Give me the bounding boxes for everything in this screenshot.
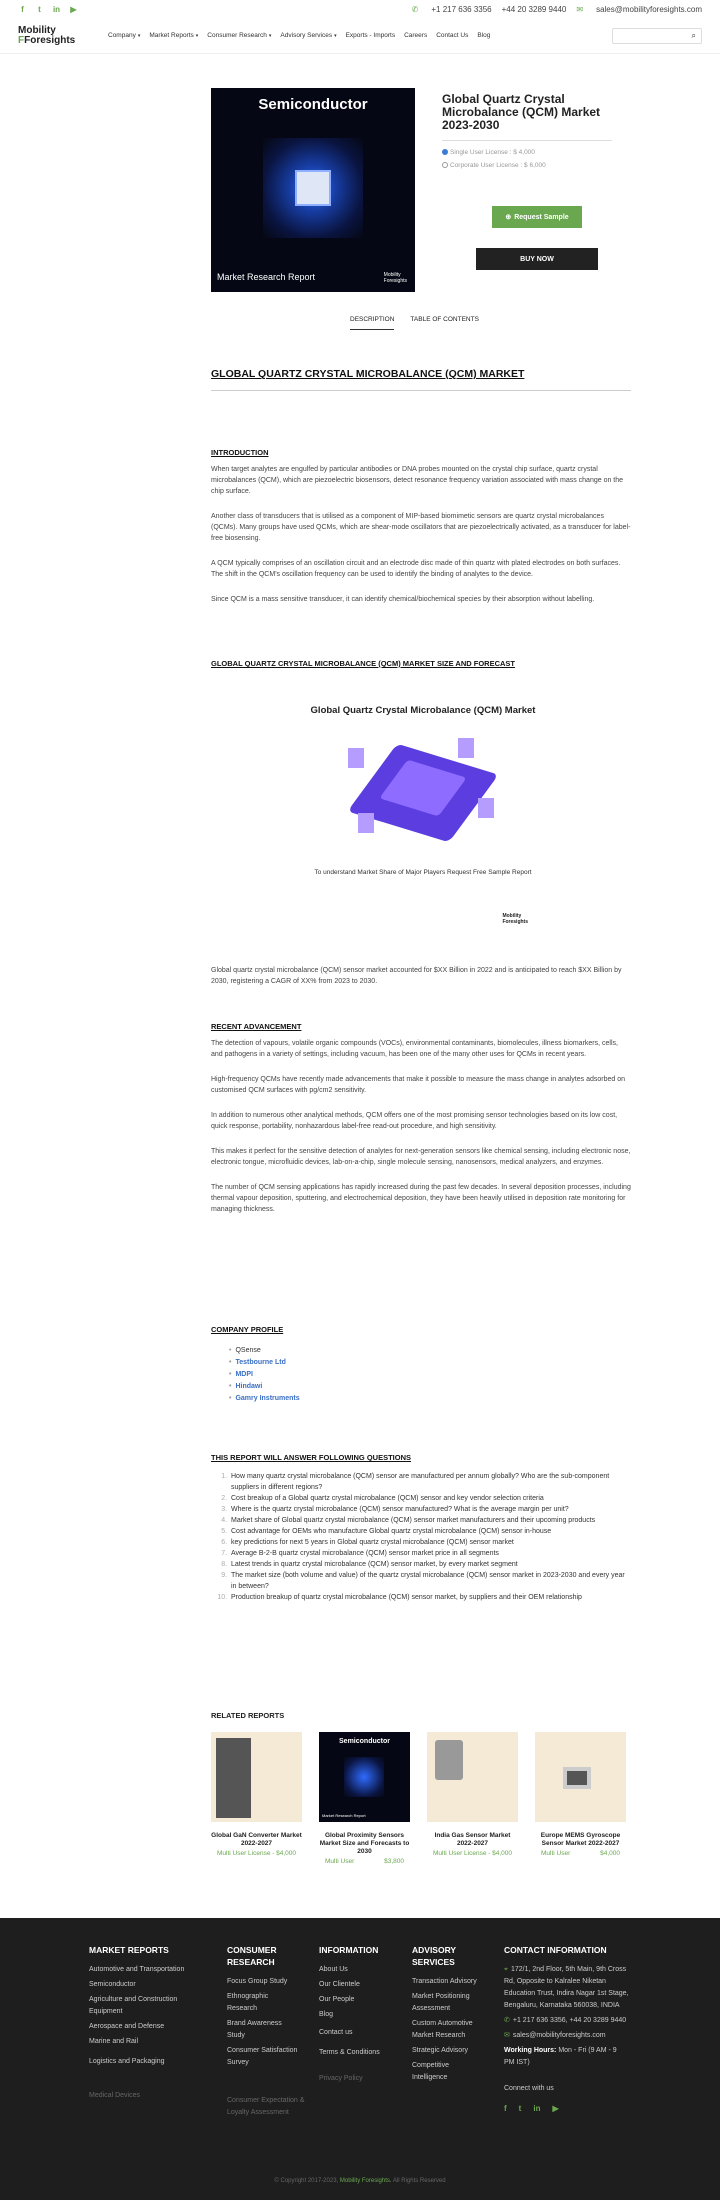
list-item: 1. How many quartz crystal microbalance (QCM) sensor are manufactured per annum globally? Who are the sub-component suppliers in different regions? <box>229 1471 631 1493</box>
linkedin-icon[interactable]: in <box>52 4 61 14</box>
tab-table-of-contents[interactable]: TABLE OF CONTENTS <box>410 316 479 323</box>
company-list <box>229 1345 631 1405</box>
footer-link[interactable]: Privacy Policy <box>319 2075 363 2082</box>
footer-link[interactable]: Consumer Satisfaction Survey <box>227 2047 298 2066</box>
related-cards <box>211 1732 631 1865</box>
related-card[interactable] <box>319 1732 410 1865</box>
questions-section <box>211 1452 631 1603</box>
card-title[interactable]: Europe MEMS Gyroscope Sensor Market 2022-2027 <box>540 1832 621 1847</box>
youtube-icon[interactable]: ▶ <box>552 2104 559 2113</box>
report-thumbnail[interactable] <box>211 1732 302 1822</box>
twitter-icon[interactable]: t <box>38 4 41 14</box>
company-link[interactable]: • Hindawi <box>229 1381 631 1393</box>
company-section <box>211 1324 631 1405</box>
location-icon: ⌖ <box>504 1966 508 1973</box>
twitter-icon[interactable]: t <box>518 2104 522 2113</box>
report-cover-image <box>211 88 415 292</box>
page-title: GLOBAL QUARTZ CRYSTAL MICROBALANCE (QCM) MARKET <box>211 369 631 391</box>
nav-item-contact-us[interactable]: Contact Us <box>436 32 469 39</box>
infographic-caption[interactable]: To understand Market Share of Major Players Request Free Sample Report <box>314 869 532 876</box>
top-contact <box>412 5 702 14</box>
market-infographic <box>308 705 538 925</box>
report-thumbnail[interactable] <box>535 1732 626 1822</box>
infographic-logo: Mobility Foresights <box>502 913 528 925</box>
card-price: Multi User License - $4,000 <box>217 1850 296 1857</box>
card-title[interactable]: Global GaN Converter Market 2022-2027 <box>211 1832 302 1847</box>
recent-section <box>211 1021 631 1229</box>
footer-link[interactable]: Strategic Advisory <box>412 2047 469 2054</box>
list-item: 4. Market share of Global quartz crystal microbalance (QCM) sensor market manufacturers and their upcoming products <box>229 1515 631 1526</box>
main-nav <box>0 18 720 54</box>
paragraph: The detection of vapours, volatile organic compounds (VOCs), environmental contaminants, biomolecules, illness biomarkers, cells, and pathogens in a variety of settings, including vacuum, has been one of the many other uses for QCMs in recent years. <box>211 1040 618 1058</box>
footer-address: ⌖ 172/1, 2nd Floor, 5th Main, 9th Cross Rd, Opposite to Kalralee Niketan Education Trust, Indira Nagar 1st Stage, Bengaluru, Karnataka 560038, INDIA <box>504 1966 629 2009</box>
footer-advisory <box>412 1944 504 2122</box>
logo-line-2: FForesights <box>18 34 76 46</box>
tab-description[interactable]: DESCRIPTION <box>350 316 394 330</box>
footer-social <box>504 2103 629 2115</box>
radio-selected-icon[interactable] <box>442 149 448 155</box>
chevron-down-icon: ▾ <box>334 33 337 39</box>
footer-email[interactable]: ✉ sales@mobilityforesights.com <box>504 2032 606 2039</box>
list-item: 2. Cost breakup of a Global quartz crystal microbalance (QCM) sensor and key vendor selection criteria <box>229 1493 631 1504</box>
footer-link[interactable]: Aerospace and Defense <box>89 2023 165 2030</box>
phone-icon: ✆ <box>504 2017 510 2024</box>
footer-link[interactable]: Transaction Advisory <box>412 1978 477 1985</box>
mail-icon: ✉ <box>576 4 584 14</box>
plus-circle-icon: ⊕ <box>505 214 512 221</box>
paragraph: High-frequency QCMs have recently made advancements that make it possible to measure the mass change in analytes adsorbed on customised QCM surfaces with pg/cm2 sensitivity. <box>211 1076 625 1094</box>
phone-1[interactable]: +1 217 636 3356 <box>431 4 492 14</box>
footer-heading: CONSUMER RESEARCH <box>227 1945 277 1967</box>
nav-item-careers[interactable]: Careers <box>404 32 428 39</box>
footer-link[interactable]: Contact us <box>319 2029 353 2036</box>
footer-link[interactable]: Competitive Intelligence <box>412 2062 449 2081</box>
card-title[interactable]: India Gas Sensor Market 2022-2027 <box>434 1832 511 1847</box>
intro-section <box>211 447 631 619</box>
footer-hours: Working Hours: Mon - Fri (9 AM - 9 PM IST) <box>504 2047 617 2066</box>
isometric-illustration <box>338 728 508 848</box>
related-card[interactable] <box>211 1732 302 1865</box>
nav-menu <box>108 32 612 39</box>
intro-heading: INTRODUCTION <box>211 448 269 457</box>
email-link[interactable]: sales@mobilityforesights.com <box>596 4 702 14</box>
footer-link[interactable]: Semiconductor <box>89 1981 136 1988</box>
footer-link[interactable]: Blog <box>319 2011 334 2018</box>
nav-item-market-reports[interactable]: Market Reports ▾ <box>149 32 199 39</box>
footer-link[interactable]: Ethnographic Research <box>227 1993 269 2012</box>
paragraph: Since QCM is a mass sensitive transducer, it can identify chemical/biochemical species by their absorption without labelling. <box>211 596 595 603</box>
mail-icon: ✉ <box>504 2032 510 2039</box>
footer-heading: CONTACT INFORMATION <box>504 1945 607 1955</box>
card-price: Multi User License - $4,000 <box>433 1850 512 1857</box>
report-tabs <box>350 316 479 330</box>
search-icon[interactable]: ⌕ <box>691 30 696 40</box>
phone-2[interactable]: +44 20 3289 9440 <box>501 4 567 14</box>
linkedin-icon[interactable]: in <box>533 2104 541 2113</box>
report-thumbnail[interactable] <box>427 1732 518 1822</box>
list-item: • QSense <box>229 1345 631 1357</box>
card-price: Multi User $3,800 <box>325 1858 404 1865</box>
license-single-option[interactable]: Single User License : $ 4,000 <box>442 149 612 156</box>
paragraph: A QCM typically comprises of an oscillation circuit and an electrode disc made of thin quartz with plated electrodes on both surfaces. The shift in the QCM's oscillation frequency can be used to identify the binding of analytes to the device. <box>211 560 621 578</box>
list-item: 7. Average B-2-B quartz crystal microbalance (QCM) sensor market price in all segments <box>229 1548 631 1559</box>
footer-link[interactable]: Our People <box>319 1996 355 2003</box>
recent-heading: RECENT ADVANCEMENT <box>211 1022 302 1031</box>
paragraph: The number of QCM sensing applications has rapidly increased during the past few decades. In several deposition processes, including thermal vapour deposition, sputtering, and electrochemical deposition, they have been heavily utilised in deposition rate monitoring for managing thickness. <box>211 1184 631 1213</box>
youtube-icon[interactable]: ▶ <box>70 4 77 14</box>
paragraph: Another class of transducers that is utilised as a component of MIP-based biomimetic sensors are quartz crystal microbalances (QCMs). Many groups have used QCMs, which are shear-mode oscillators that are piezoelectrically activated, as a transducer for label-free biosensing. <box>211 513 631 542</box>
footer-link[interactable]: Terms & Conditions <box>319 2049 380 2056</box>
list-item: 5. Cost advantage for OEMs who manufacture Global quartz crystal microbalance (QCM) sensor in-house <box>229 1526 631 1537</box>
questions-list <box>229 1471 631 1603</box>
report-thumbnail[interactable]: Semiconductor Market Research Report <box>319 1732 410 1822</box>
related-card[interactable] <box>535 1732 626 1865</box>
connect-label: Connect with us <box>504 2085 554 2092</box>
footer-heading: ADVISORY SERVICES <box>412 1945 456 1967</box>
footer-link[interactable]: Logistics and Packaging <box>89 2058 165 2065</box>
footer-link[interactable]: Focus Group Study <box>227 1978 288 1985</box>
chip-graphic <box>263 138 363 238</box>
related-heading: RELATED REPORTS <box>211 1711 285 1720</box>
related-card[interactable] <box>427 1732 518 1865</box>
paragraph: In addition to numerous other analytical methods, QCM offers one of the most promising sensor technologies based on its low cost, quick response, portability, nonhazardous label-free read-out procedure, and high sensitivity. <box>211 1112 618 1130</box>
footer-link[interactable]: Marine and Rail <box>89 2038 139 2045</box>
cover-title: Semiconductor <box>258 96 368 113</box>
footer-heading: INFORMATION <box>319 1945 379 1955</box>
cover-footer: Market Research Report <box>217 272 316 282</box>
search-input[interactable] <box>612 28 702 44</box>
nav-item-exports-imports[interactable]: Exports - Imports <box>345 32 396 39</box>
top-bar <box>0 0 720 18</box>
nav-item-advisory-services[interactable]: Advisory Services ▾ <box>280 32 337 39</box>
footer-link[interactable]: Medical Devices <box>89 2092 140 2099</box>
footer-contact <box>504 1944 629 2122</box>
company-link[interactable]: • Testbourne Ltd <box>229 1357 631 1369</box>
company-heading: COMPANY PROFILE <box>211 1325 284 1334</box>
radio-icon[interactable] <box>442 162 448 168</box>
facebook-icon[interactable]: f <box>504 2104 507 2113</box>
chevron-down-icon: ▾ <box>268 33 272 39</box>
nav-item-company[interactable]: Company ▾ <box>108 32 141 39</box>
paragraph: When target analytes are engulfed by particular antibodies or DNA probes mounted on the crystal chip surface, quartz crystal microbalances (QCM), which are piezoelectric biosensors, detect resonance frequency variation associated with mass change on the chip surface. <box>211 466 624 495</box>
footer-columns <box>89 1944 629 2122</box>
footer-link[interactable]: Brand Awareness Study <box>227 2020 282 2039</box>
product-title: Global Quartz Crystal Microbalance (QCM) Market 2023-2030 <box>442 92 601 132</box>
cover-logo: Mobility Foresights <box>383 272 407 284</box>
logo-line-1: Mobility <box>18 24 56 36</box>
questions-heading: THIS REPORT WILL ANSWER FOLLOWING QUESTIONS <box>211 1453 411 1462</box>
list-item: 6. key predictions for next 5 years in Global quartz crystal microbalance (QCM) sensor market <box>229 1537 631 1548</box>
company-link[interactable]: • MDPI <box>229 1369 631 1381</box>
request-sample-button[interactable]: ⊕ Request Sample <box>492 206 582 228</box>
footer-link[interactable]: Agriculture and Construction Equipment <box>89 1996 178 2015</box>
facebook-icon[interactable]: f <box>21 4 24 14</box>
report-description <box>211 368 631 1601</box>
chevron-down-icon: ▾ <box>137 33 141 39</box>
market-size-heading: GLOBAL QUARTZ CRYSTAL MICROBALANCE (QCM) MARKET SIZE AND FORECAST <box>211 659 516 668</box>
footer-link[interactable]: Custom Automotive Market Research <box>412 2020 473 2039</box>
footer-heading: MARKET REPORTS <box>89 1945 169 1955</box>
nav-item-blog[interactable]: Blog <box>477 32 491 39</box>
phone-icon: ✆ <box>411 4 419 14</box>
nav-item-consumer-research[interactable]: Consumer Research ▾ <box>207 32 272 39</box>
card-title[interactable]: Global Proximity Sensors Market Size and Forecasts to 2030 <box>319 1832 410 1855</box>
footer-link[interactable]: Our Clientele <box>319 1981 360 1988</box>
site-footer <box>0 1918 720 2200</box>
footer-link[interactable]: About Us <box>319 1966 348 1973</box>
footer-link[interactable]: Automotive and Transportation <box>89 1966 185 1973</box>
footer-consumer-research <box>227 1944 319 2122</box>
license-corporate-option[interactable]: Corporate User License : $ 6,000 <box>442 162 612 169</box>
social-links <box>18 5 78 14</box>
list-item: 3. Where is the quartz crystal microbalance (QCM) sensor manufactured? What is the average margin per unit? <box>229 1504 631 1515</box>
market-size-paragraph: Global quartz crystal microbalance (QCM) sensor market accounted for $XX Billion in 2022 and is anticipated to reach $XX Billion by 2030, registering a CAGR of XX% from 2023 to 2030. <box>211 967 622 985</box>
related-reports <box>211 1711 631 1865</box>
site-logo[interactable] <box>18 26 88 46</box>
footer-phones[interactable]: ✆ +1 217 636 3356, +44 20 3289 9440 <box>504 2017 627 2024</box>
chevron-down-icon: ▾ <box>195 33 199 39</box>
footer-information <box>319 1944 412 2122</box>
card-price: Multi User $4,000 <box>541 1850 620 1857</box>
list-item: 10. Production breakup of quartz crystal microbalance (QCM) sensor market, by suppliers and their OEM relationship <box>229 1592 631 1603</box>
infographic-title: Global Quartz Crystal Microbalance (QCM) Market <box>310 705 536 716</box>
product-info <box>442 93 612 175</box>
footer-market-reports <box>89 1944 227 2122</box>
buy-now-button[interactable]: BUY NOW <box>476 248 598 270</box>
company-link[interactable]: • Gamry Instruments <box>229 1393 631 1405</box>
list-item: 8. Latest trends in quartz crystal microbalance (QCM) sensor market, by every market segment <box>229 1559 631 1570</box>
list-item: 9. The market size (both volume and value) of the quartz crystal microbalance (QCM) sensor market in 2023-2030 and every year in between? <box>229 1570 631 1592</box>
footer-link[interactable]: Consumer Expectation & Loyalty Assessment <box>227 2097 305 2116</box>
footer-link[interactable]: Market Positioning Assessment <box>412 1993 470 2012</box>
paragraph: This makes it perfect for the sensitive detection of analytes for next-generation sensors like chemical sensing, including electronic nose, electronic tongue, microfluidic devices, lab-on-a-chip, single molecule sensing, nanosensors, medical analyzers, and enzymes. <box>211 1148 631 1166</box>
copyright: © Copyright 2017-2023, Mobility Foresights. All Rights Reserved <box>274 2178 446 2184</box>
